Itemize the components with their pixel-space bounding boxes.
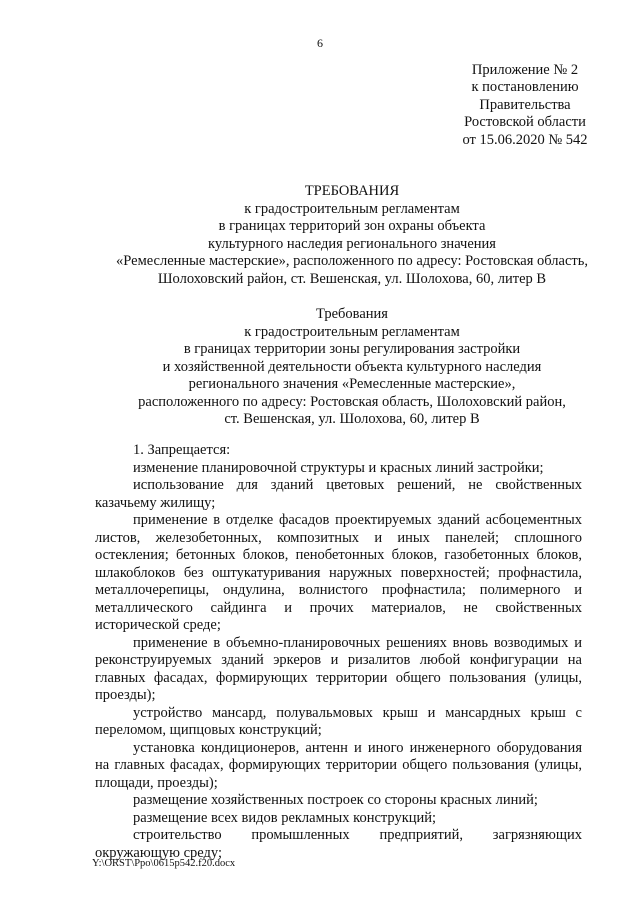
main-title xyxy=(60,183,640,288)
paragraph: 1. Запрещается: xyxy=(133,442,231,458)
appendix-line: к постановлению xyxy=(471,79,579,96)
paragraph: изменение планировочной структуры и красных линий застройки; xyxy=(133,459,544,476)
requirements-body xyxy=(95,442,582,862)
title-line: ТРЕБОВАНИЯ xyxy=(304,183,400,199)
section-title xyxy=(60,306,640,429)
file-path-footer: Y:\ORST\Ppo\0615p542.f20.docx xyxy=(92,858,236,869)
paragraph: использование для зданий цветовых решений, не свойственных казачьему жилищу; xyxy=(95,477,582,511)
appendix-line: от 15.06.2020 № 542 xyxy=(462,131,588,148)
title-line: к градостроительным регламентам xyxy=(244,200,460,217)
title-line: «Ремесленные мастерские», расположенного по адресу: Ростовская область, xyxy=(116,253,588,269)
appendix-header xyxy=(430,62,620,149)
page-number: 6 xyxy=(317,36,323,50)
appendix-line: Приложение № 2 xyxy=(471,62,579,78)
title-line: и хозяйственной деятельности объекта культурного наследия xyxy=(162,358,542,375)
paragraph: размещение хозяйственных построек со стороны красных линий; xyxy=(133,792,538,808)
title-line: Шолоховский район, ст. Вешенская, ул. Шолохова, 60, литер В xyxy=(157,270,547,287)
title-line: регионального значения «Ремесленные мастерские», xyxy=(188,376,516,392)
paragraph: установка кондиционеров, антенн и иного инженерного оборудования на главных фасадах, формирующих территории общего пользования (улицы, площади, проезды); xyxy=(95,739,582,791)
title-line: в границах территорий зон охраны объекта xyxy=(218,218,486,234)
paragraph: применение в объемно-планировочных решениях вновь возводимых и реконструируемых зданий эркеров и ризалитов любой конфигурации на главных фасадах, формирующих территории общего пользования (улицы, проезды); xyxy=(95,634,582,703)
title-line: Требования xyxy=(316,306,388,322)
paragraph: устройство мансард, полувальмовых крыш и мансардных крыш с переломом, щипцовых конструкций; xyxy=(95,704,582,738)
paragraph: применение в отделке фасадов проектируемых зданий асбоцементных листов, железобетонных, композитных и иных панелей; сплошного остекления; бетонных блоков, пенобетонных блоков, газобетонных блоков, шлакоблоков без оштукатуривания наружных поверхностей; профнастила, металлочерепицы, ондулина, волнистого профнастила; полимерного и металлического сайдинга и прочих материалов, не свойственных исторической среде; xyxy=(95,512,582,633)
paragraph: размещение всех видов рекламных конструкций; xyxy=(133,809,437,826)
title-line: расположенного по адресу: Ростовская область, Шолоховский район, xyxy=(138,393,566,410)
title-line: культурного наследия регионального значения xyxy=(208,235,496,252)
title-line: ст. Вешенская, ул. Шолохова, 60, литер В xyxy=(224,411,480,427)
appendix-line: Правительства xyxy=(479,96,571,113)
title-line: к градостроительным регламентам xyxy=(244,323,460,340)
appendix-line: Ростовской области xyxy=(464,114,586,131)
paragraph: строительство промышленных предприятий, загрязняющих окружающую среду; xyxy=(95,827,582,861)
title-line: в границах территории зоны регулирования застройки xyxy=(183,341,521,357)
